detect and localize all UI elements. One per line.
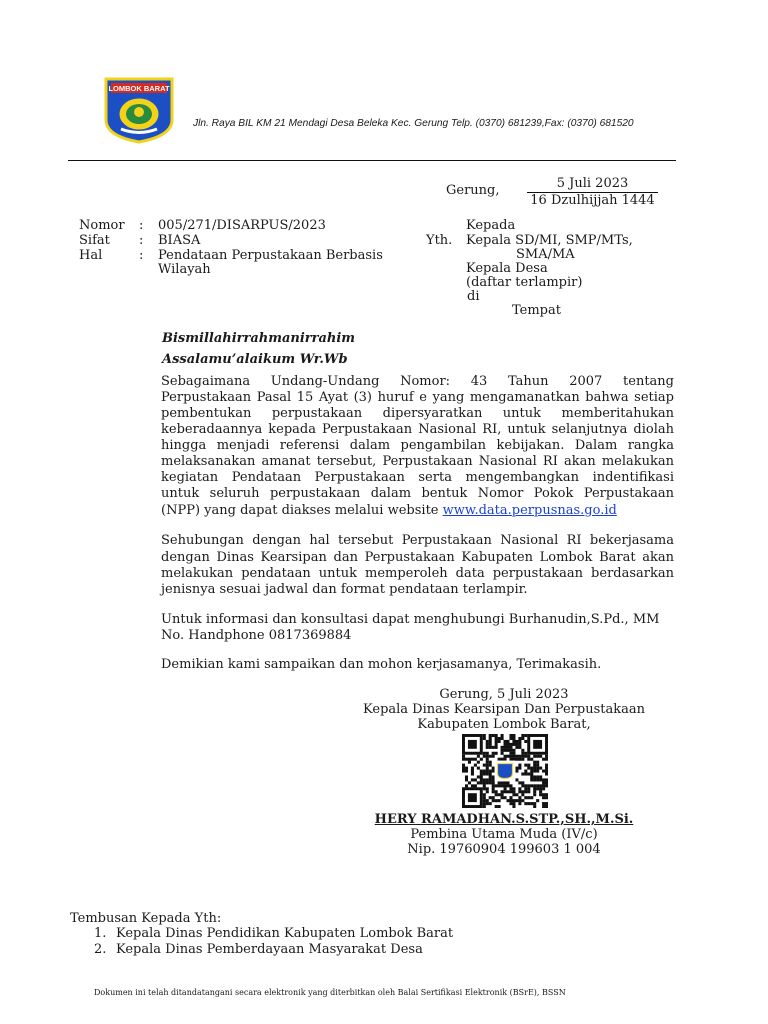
p1-line: pembentukan perpustakaan dipersyaratkan untuk memberitahukan — [161, 406, 674, 421]
sifat-value: BIASA — [158, 233, 201, 248]
hal-colon: : — [139, 248, 144, 263]
bsre-footer-note: Dokumen ini telah ditandatangani secara elektronik yang diterbitkan oleh Balai Sertifikasi Elektronik (BSrE), BSSN — [94, 988, 566, 997]
p1-line: untuk seluruh perpustakaan dalam bentuk Nomor Pokok Perpustakaan — [161, 486, 674, 501]
p1-line: kegiatan Pendataan Perpustakaan serta mengembangkan indentifikasi — [161, 470, 674, 485]
addressee-line1: Kepala SD/MI, SMP/MTs, — [466, 233, 633, 248]
perpusnas-website-link[interactable]: www.data.perpusnas.go.id — [442, 503, 617, 518]
addressee-tempat: Tempat — [512, 303, 561, 318]
nomor-value: 005/271/DISARPUS/2023 — [158, 218, 326, 233]
signatory-nip: Nip. 19760904 199603 1 004 — [407, 842, 601, 857]
date-gregorian: 5 Juli 2023 — [527, 176, 658, 193]
letterhead-address: Jln. Raya BIL KM 21 Mendagi Desa Beleka Kec. Gerung Telp. (0370) 681239,Fax: (0370) 681520 — [193, 118, 634, 129]
p1-line: Sebagaimana Undang-Undang Nomor: 43 Tahun 2007 tentang — [161, 374, 674, 389]
signatory-rank: Pembina Utama Muda (IV/c) — [410, 827, 598, 842]
addressee-yth: Yth. — [426, 233, 453, 248]
p1-last-line — [161, 503, 617, 519]
p2-line: Sehubungan dengan hal tersebut Perpustakaan Nasional RI bekerjasama — [161, 533, 674, 548]
addressee-kepada: Kepada — [466, 218, 516, 233]
p3-line1: Untuk informasi dan konsultasi dapat menghubungi Burhanudin,S.Pd., MM — [161, 612, 660, 627]
addressee-di: di — [467, 289, 480, 304]
hal-value-line2: Wilayah — [158, 262, 211, 277]
date-place: Gerung, — [446, 183, 500, 198]
lombok-barat-emblem-logo — [103, 76, 175, 144]
sifat-colon: : — [139, 233, 144, 248]
salam: Assalamu’alaikum Wr.Wb — [162, 352, 348, 367]
p2-line: melakukan pendataan untuk memperoleh data perpustakaan berdasarkan — [161, 566, 674, 581]
signature-place-date: Gerung, 5 Juli 2023 — [439, 687, 569, 702]
nomor-colon: : — [139, 218, 144, 233]
p1-line: Perpustakaan Pasal 15 Ayat (3) huruf e yang mengamanatkan bahwa setiap — [161, 390, 674, 405]
signatory-name — [344, 812, 664, 828]
p2-last-line: jenisnya sesuai jadwal dan format pendataan terlampir. — [161, 582, 528, 597]
addressee-line4: (daftar terlampir) — [466, 275, 583, 290]
nomor-label: Nomor — [79, 218, 125, 233]
signature-title2: Kabupaten Lombok Barat, — [417, 717, 591, 732]
p1-line: hingga menjadi referensi dalam pengambilan kebijakan. Dalam rangka — [161, 438, 674, 453]
p1-line: keberadaannya kepada Perpustakaan Nasional RI, untuk selanjutnya diolah — [161, 422, 674, 437]
sifat-label: Sifat — [79, 233, 110, 248]
hal-label: Hal — [79, 248, 103, 263]
signature-qr-code — [462, 734, 548, 808]
tembusan-num: 1. — [94, 926, 107, 941]
svg-text:LOMBOK BARAT: LOMBOK BARAT — [108, 84, 170, 93]
signature-title1: Kepala Dinas Kearsipan Dan Perpustakaan — [363, 702, 645, 717]
date-hijri: 16 Dzulhijjah 1444 — [530, 193, 655, 208]
p1-line: melaksanakan amanat tersebut, Perpustakaan Nasional RI akan melakukan — [161, 454, 674, 469]
tembusan-num: 2. — [94, 942, 107, 957]
p3-line2: No. Handphone 0817369884 — [161, 628, 352, 643]
tembusan-item: Kepala Dinas Pendidikan Kabupaten Lombok Barat — [116, 926, 454, 941]
p1-last-text: (NPP) yang dapat diakses melalui website — [161, 503, 443, 518]
letterhead-divider — [68, 160, 676, 161]
closing-paragraph: Demikian kami sampaikan dan mohon kerjasamanya, Terimakasih. — [161, 657, 602, 672]
addressee-line3: Kepala Desa — [466, 261, 548, 276]
addressee-line2: SMA/MA — [516, 247, 575, 262]
tembusan-item: Kepala Dinas Pemberdayaan Masyarakat Desa — [116, 942, 423, 957]
hal-value-line1: Pendataan Perpustakaan Berbasis — [158, 248, 383, 263]
signatory-name-text: HERY RAMADHAN.S.STP.,SH.,M.Si. — [374, 812, 634, 827]
tembusan-title: Tembusan Kepada Yth: — [70, 911, 222, 926]
p2-line: dengan Dinas Kearsipan dan Perpustakaan Kabupaten Lombok Barat akan — [161, 550, 674, 565]
bismillah: Bismillahirrahmanirrahim — [162, 331, 356, 346]
